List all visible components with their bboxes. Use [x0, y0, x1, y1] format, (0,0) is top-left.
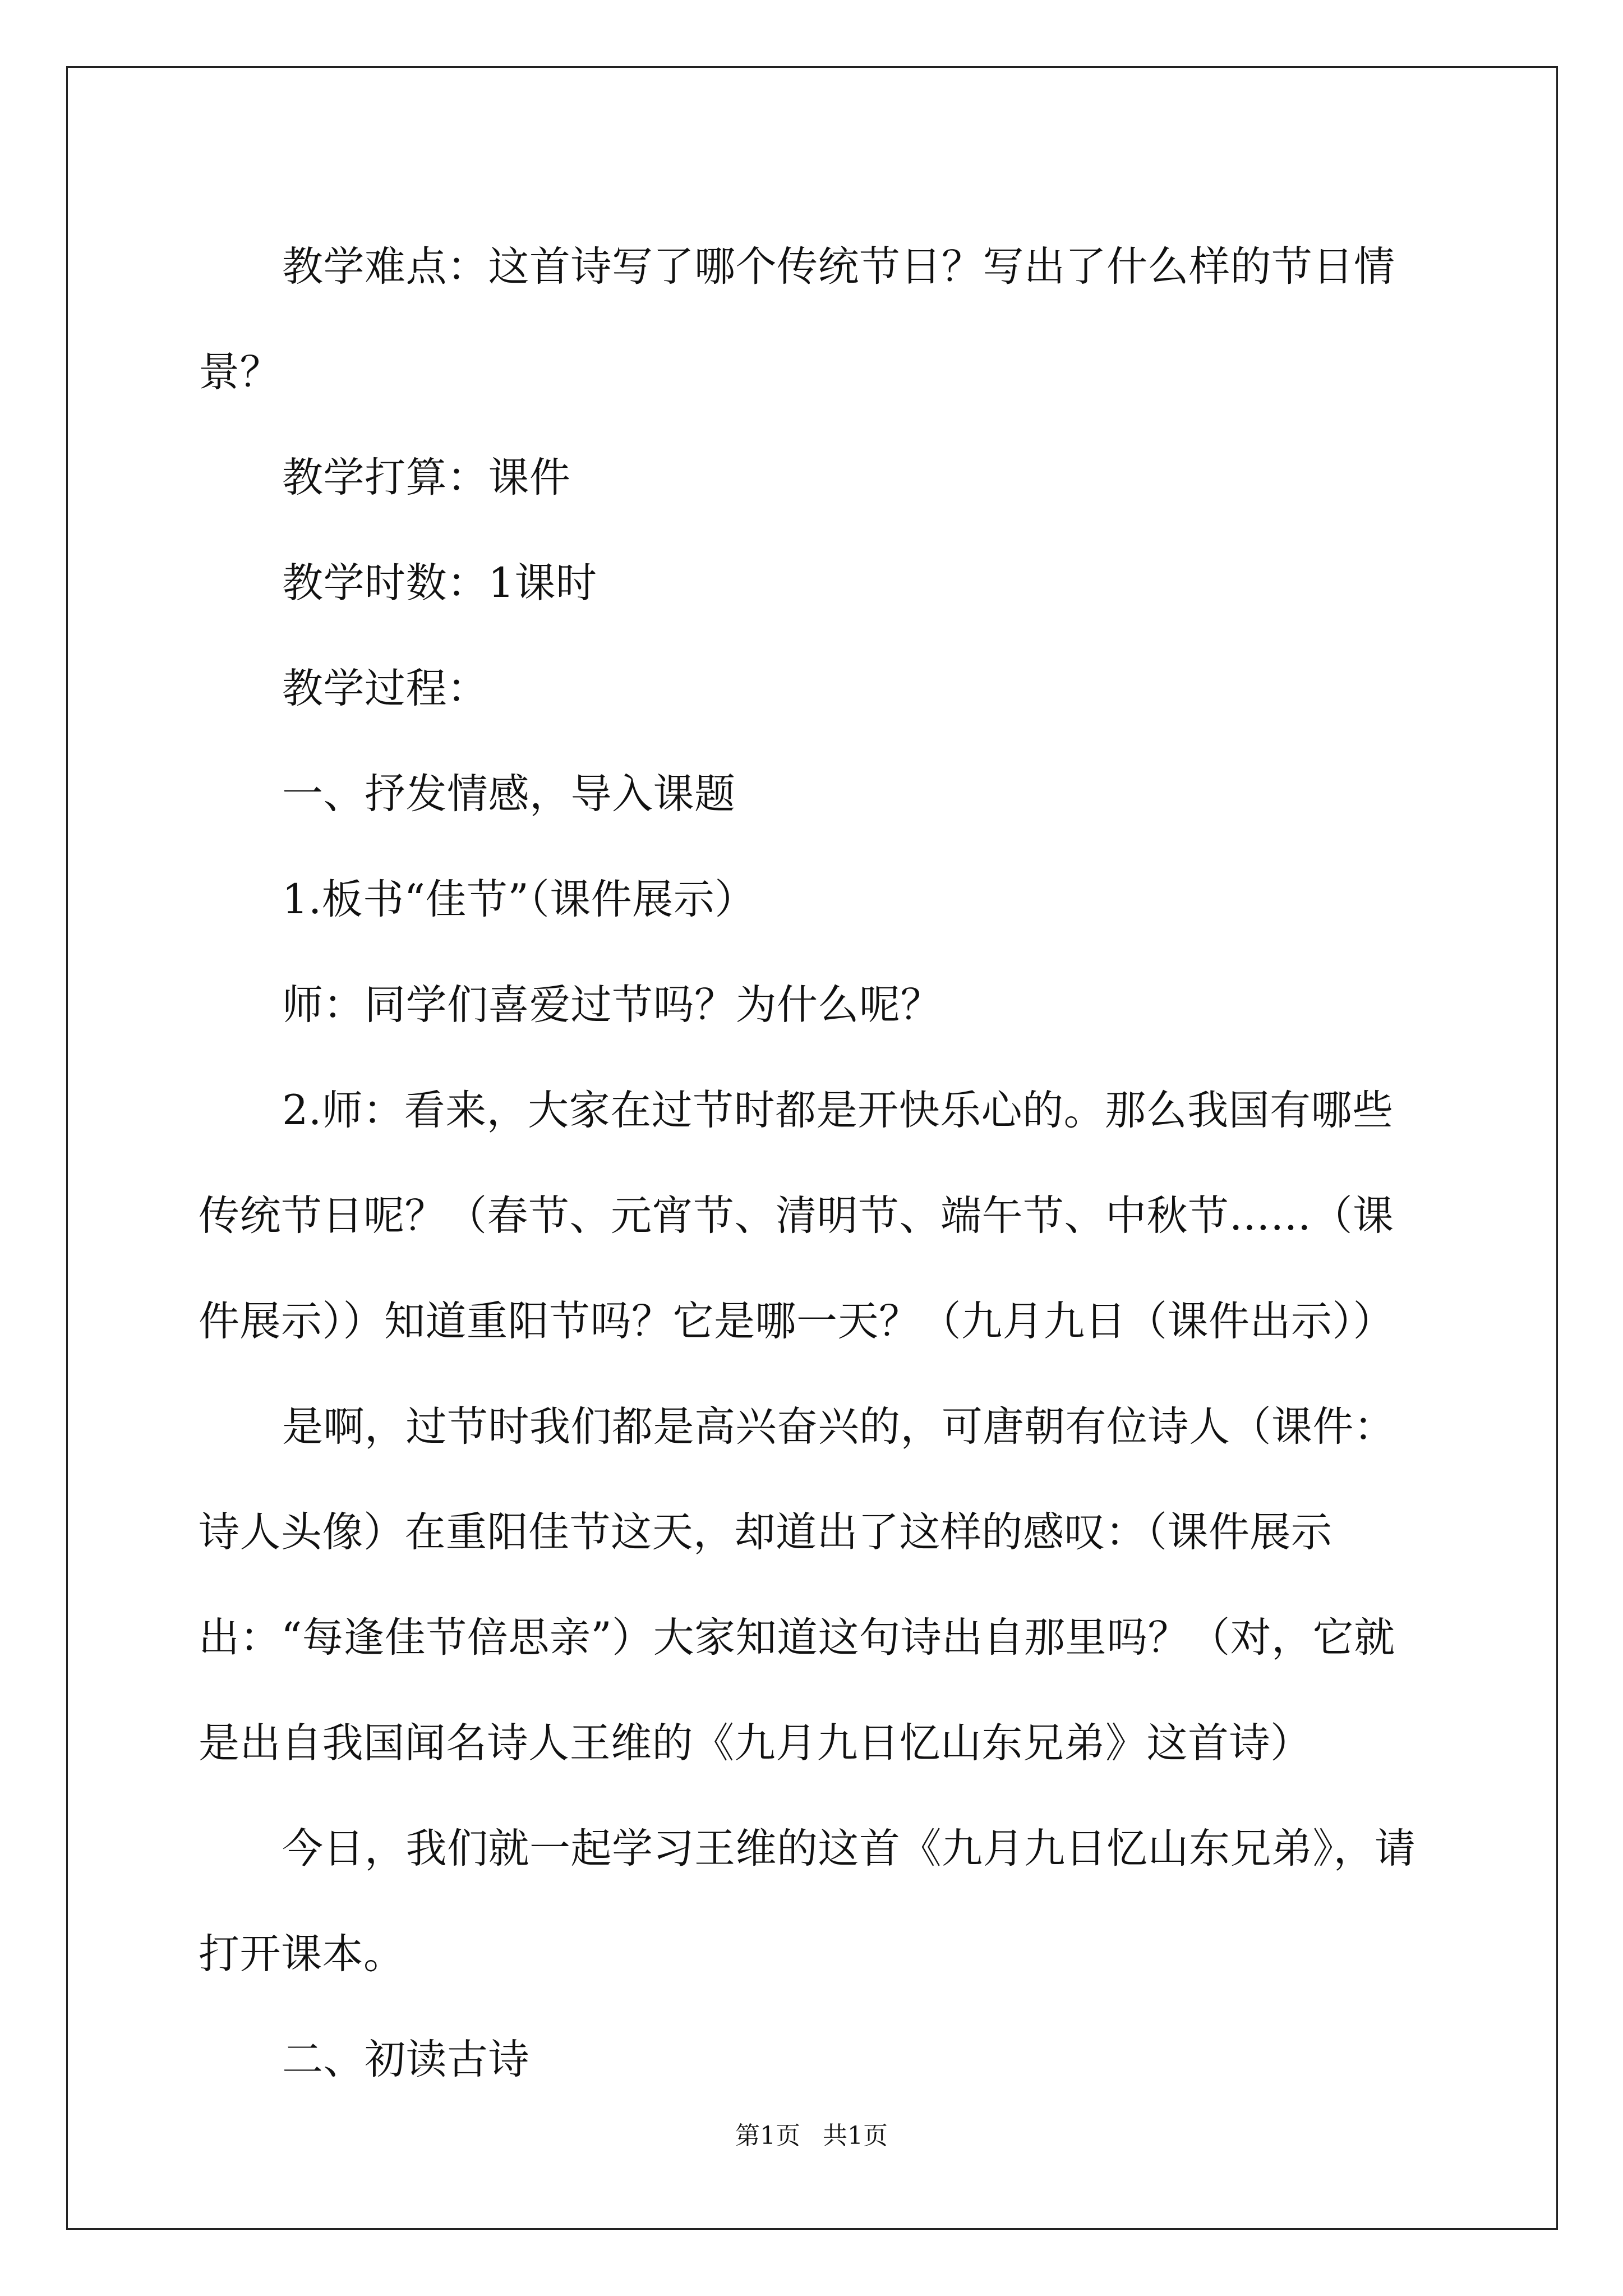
paragraph-teaching-preparation: 教学打算：课件: [282, 454, 571, 501]
paragraph-traditional-festivals: 2.师：看来，大家在过节时都是开快乐心的。那么我国有哪些传统节日呢？（春节、元宵节、清明节、端午节、中秋节……（课件展示））知道重阳节吗？它是哪一天？（九月九日（课件出示））: [199, 1087, 1394, 1345]
page-total: 共1页: [823, 2122, 888, 2150]
paragraph-today-lesson: 今日，我们就一起学习王维的这首《九月九日忆山东兄弟》，请打开课本。: [199, 1825, 1416, 1978]
section-heading-two: 二、初读古诗: [282, 2036, 529, 2083]
section-heading-one: 一、抒发情感，导入课题: [282, 770, 736, 818]
paragraph-teacher-question: 师：同学们喜爱过节吗？为什么呢？: [282, 981, 942, 1029]
paragraph-teaching-difficulty: 教学难点：这首诗写了哪个传统节日？写出了什么样的节日情景？: [199, 243, 1395, 396]
page-footer: [0, 2119, 1623, 2153]
document-body: [199, 214, 1432, 2113]
paragraph-teaching-process: 教学过程：: [282, 665, 488, 712]
page-number: 第1页: [735, 2122, 800, 2150]
paragraph-blackboard: 1.板书“佳节”（课件展示）: [282, 876, 756, 923]
paragraph-poet-intro: 是啊，过节时我们都是高兴奋兴的，可唐朝有位诗人（课件：诗人头像）在重阳佳节这天，却道出了这样的感叹：（课件展示出：“每逢佳节倍思亲”）大家知道这句诗出自那里吗？（对，它就是出自我国闻名诗人王维的《九月九日忆山东兄弟》这首诗）: [199, 1403, 1395, 1767]
paragraph-teaching-hours: 教学时数：1课时: [282, 559, 597, 607]
